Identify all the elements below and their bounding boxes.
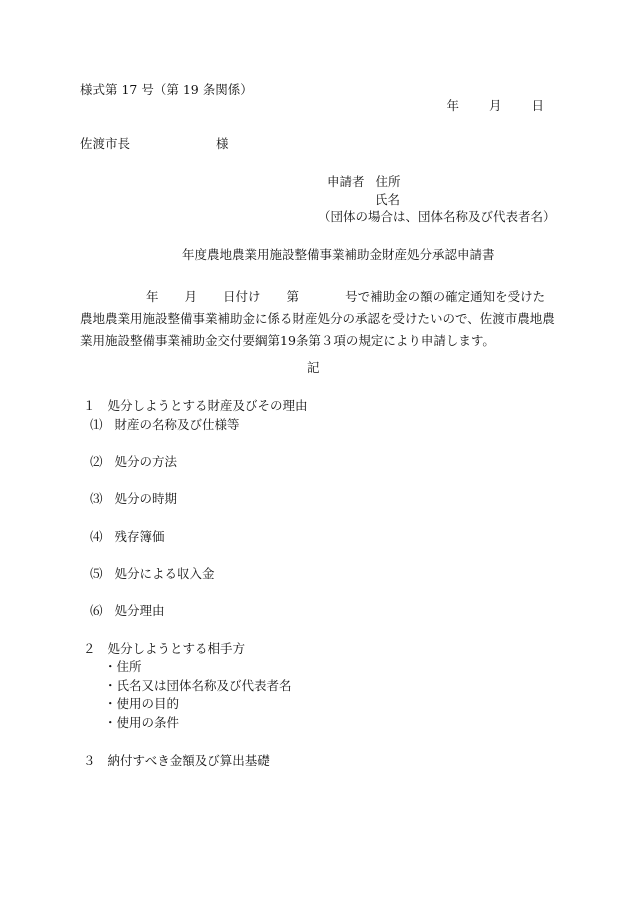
section-3-number: ３ [83,753,96,768]
section-1 [83,400,308,413]
date-line [446,100,544,113]
applicant-name-label: 氏名 [375,192,401,207]
subitem-5-label: 処分による収入金 [114,566,215,581]
subitem-5-number: ⑸ [90,566,103,581]
applicant-address-label: 住所 [375,174,401,189]
body-dai: 第 [286,289,300,304]
body-line-3: 業用施設整備事業補助金交付要綱第19条第３項の規定により申請します。 [80,333,495,348]
subitem-3-number: ⑶ [90,491,103,506]
section-1-number: １ [83,398,96,413]
section-3-title: 納付すべき金額及び算出基礎 [107,753,270,768]
addressee-name: 佐渡市長 [80,136,131,151]
applicant-note: （団体の場合は、団体名称及び代表者名） [318,209,556,224]
subitem-5 [90,568,215,581]
subitem-1 [90,419,240,432]
subitem-4 [90,531,165,544]
partner-item-4: ・使用の条件 [104,715,180,730]
date-day: 日 [531,98,544,113]
section-3 [83,755,270,768]
subitem-6-number: ⑹ [90,603,103,618]
subitem-4-number: ⑷ [90,529,103,544]
body-line-1 [80,286,550,308]
ki-heading: 記 [307,360,320,375]
subitem-3-label: 処分の時期 [114,491,178,506]
document-title: 年度農地農業用施設整備事業補助金財産処分承認申請書 [182,247,495,262]
date-month: 月 [488,98,502,113]
date-year: 年 [446,98,459,113]
body-month: 月 [184,289,198,304]
partner-item-1: ・住所 [104,659,142,674]
body-day: 日付け [223,289,261,304]
body-paragraph [80,286,555,352]
subitem-4-label: 残存簿価 [114,529,165,544]
addressee-honorific: 様 [216,136,229,151]
subitem-1-number: ⑴ [90,417,103,432]
partner-item-2: ・氏名又は団体名称及び代表者名 [104,678,292,693]
subitem-2-number: ⑵ [90,454,103,469]
subitem-6 [90,605,165,618]
form-number: 様式第 17 号（第 19 条関係） [80,82,253,97]
subitem-6-label: 処分理由 [114,603,165,618]
partner-item-3: ・使用の目的 [104,696,180,711]
section-2-number: ２ [83,641,96,656]
applicant-address-line [327,176,401,189]
subitem-2-label: 処分の方法 [114,454,178,469]
section-1-title: 処分しようとする財産及びその理由 [107,398,308,413]
subitem-2 [90,456,177,469]
applicant-label: 申請者 [327,174,365,189]
body-line-2: 農地農業用施設整備事業補助金に係る財産処分の承認を受けたいので、佐渡市農地農 [80,311,555,326]
section-2 [83,643,245,656]
addressee [80,138,229,151]
body-year: 年 [146,289,159,304]
subitem-3 [90,493,177,506]
subitem-1-label: 財産の名称及び仕様等 [114,417,240,432]
body-line-1-rest: 号で補助金の額の確定通知を受けた [345,289,546,304]
section-2-title: 処分しようとする相手方 [107,641,246,656]
